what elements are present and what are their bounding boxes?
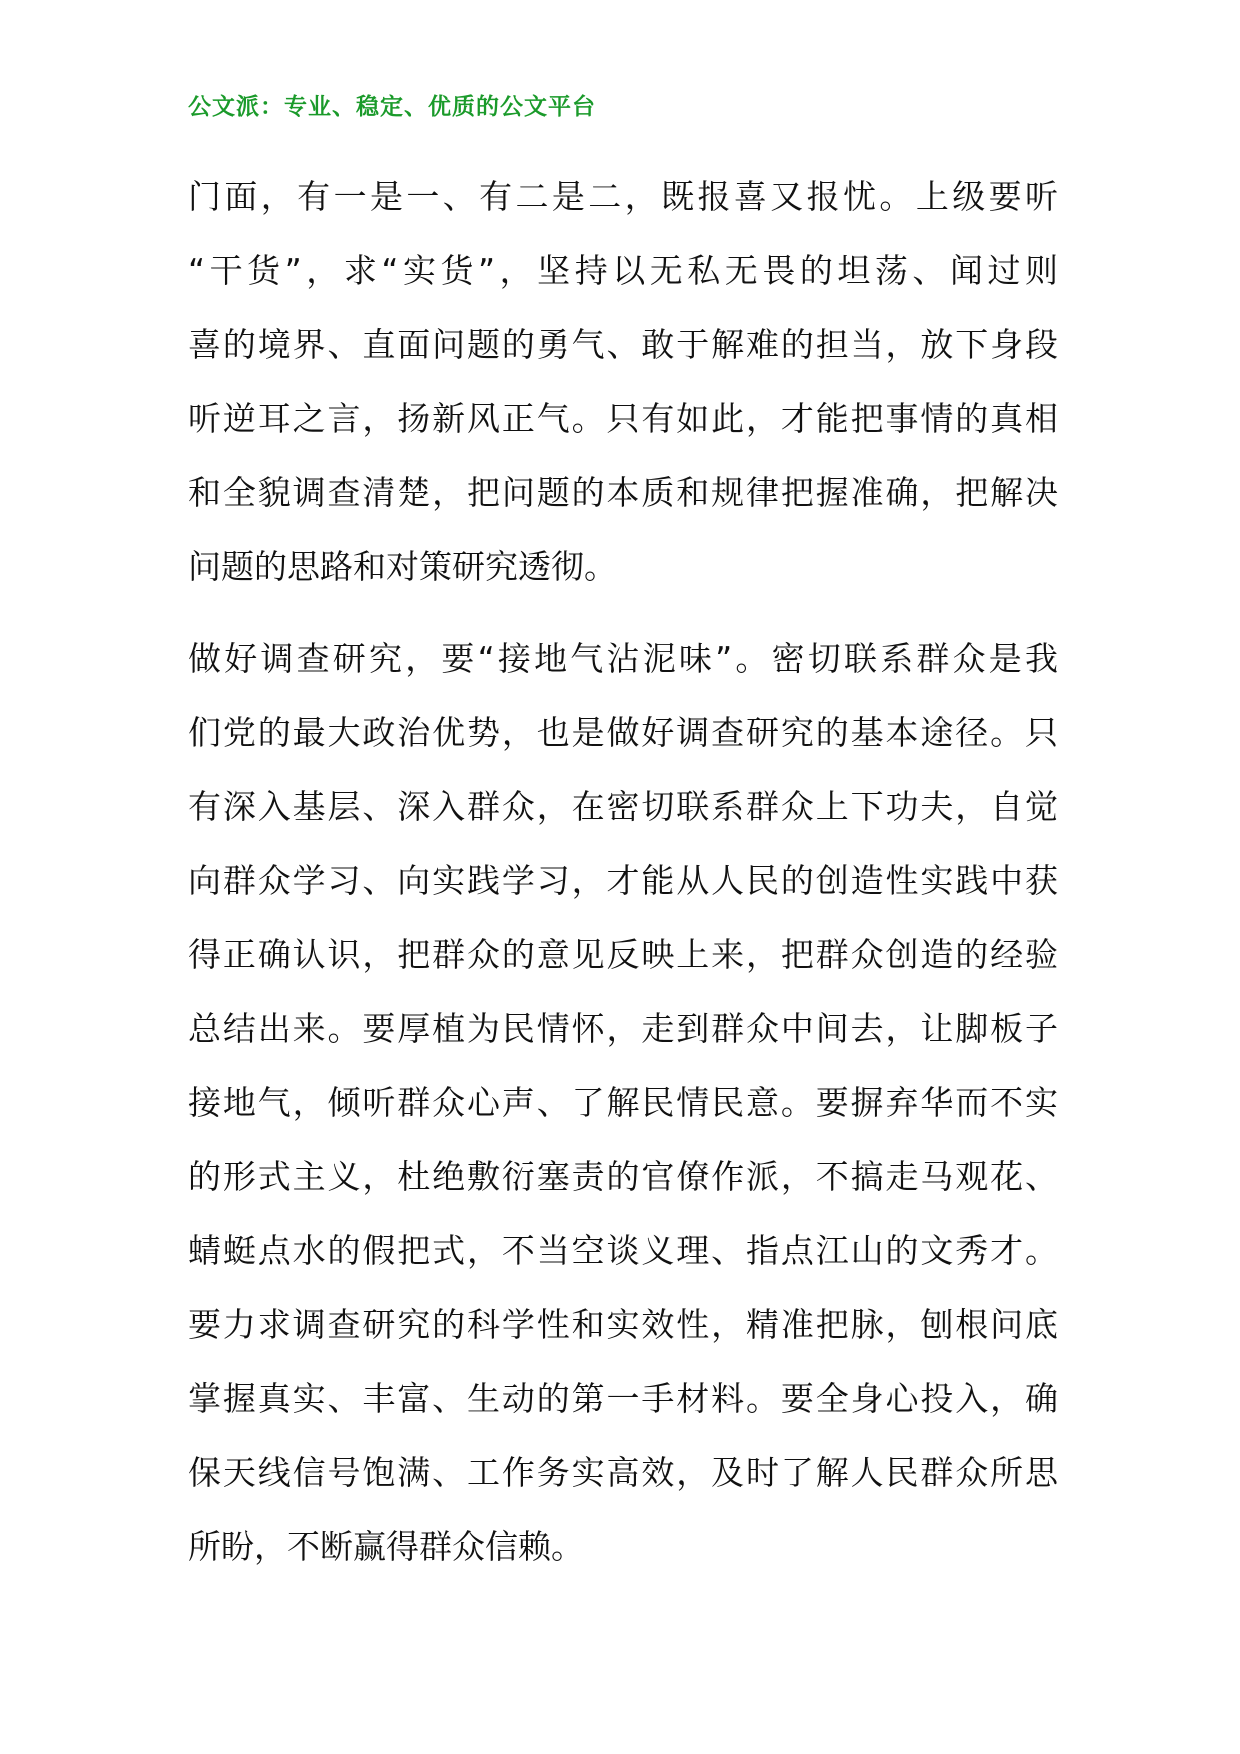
text-line: 向群众学习、向实践学习，才能从人民的创造性实践中获 [188, 861, 1058, 900]
text-line: 所盼，不断赢得群众信赖。 [188, 1527, 584, 1566]
text-line: 门面，有一是一、有二是二，既报喜又报忧。上级要听 [188, 177, 1058, 216]
site-header: 公文派：专业、稳定、优质的公文平台 [188, 94, 596, 120]
text-line: 得正确认识，把群众的意见反映上来，把群众创造的经验 [188, 935, 1058, 974]
text-line: 保天线信号饱满、工作务实高效，及时了解人民群众所思 [188, 1453, 1058, 1492]
text-line: 接地气，倾听群众心声、了解民情民意。要摒弃华而不实 [188, 1083, 1058, 1122]
text-line: 蜻蜓点水的假把式，不当空谈义理、指点江山的文秀才。 [188, 1231, 1058, 1270]
text-line: 有深入基层、深入群众，在密切联系群众上下功夫，自觉 [188, 787, 1058, 826]
text-line: 问题的思路和对策研究透彻。 [188, 547, 617, 586]
text-line: 要力求调查研究的科学性和实效性，精准把脉，刨根问底 [188, 1305, 1058, 1344]
paragraph-1 [188, 160, 1058, 604]
text-line: 总结出来。要厚植为民情怀，走到群众中间去，让脚板子 [188, 1009, 1058, 1048]
text-line: 的形式主义，杜绝敷衍塞责的官僚作派，不搞走马观花、 [188, 1157, 1058, 1196]
text-line: 们党的最大政治优势，也是做好调查研究的基本途径。只 [188, 713, 1058, 752]
text-line: 和全貌调查清楚，把问题的本质和规律把握准确，把解决 [188, 473, 1058, 512]
text-line: “干货”，求“实货”，坚持以无私无畏的坦荡、闻过则 [188, 251, 1058, 290]
text-line: 做好调查研究，要“接地气沾泥味”。密切联系群众是我 [188, 639, 1058, 678]
text-line: 听逆耳之言，扬新风正气。只有如此，才能把事情的真相 [188, 399, 1058, 438]
text-line: 掌握真实、丰富、生动的第一手材料。要全身心投入，确 [188, 1379, 1058, 1418]
text-line: 喜的境界、直面问题的勇气、敢于解难的担当，放下身段 [188, 325, 1058, 364]
paragraph-2 [188, 622, 1058, 1584]
